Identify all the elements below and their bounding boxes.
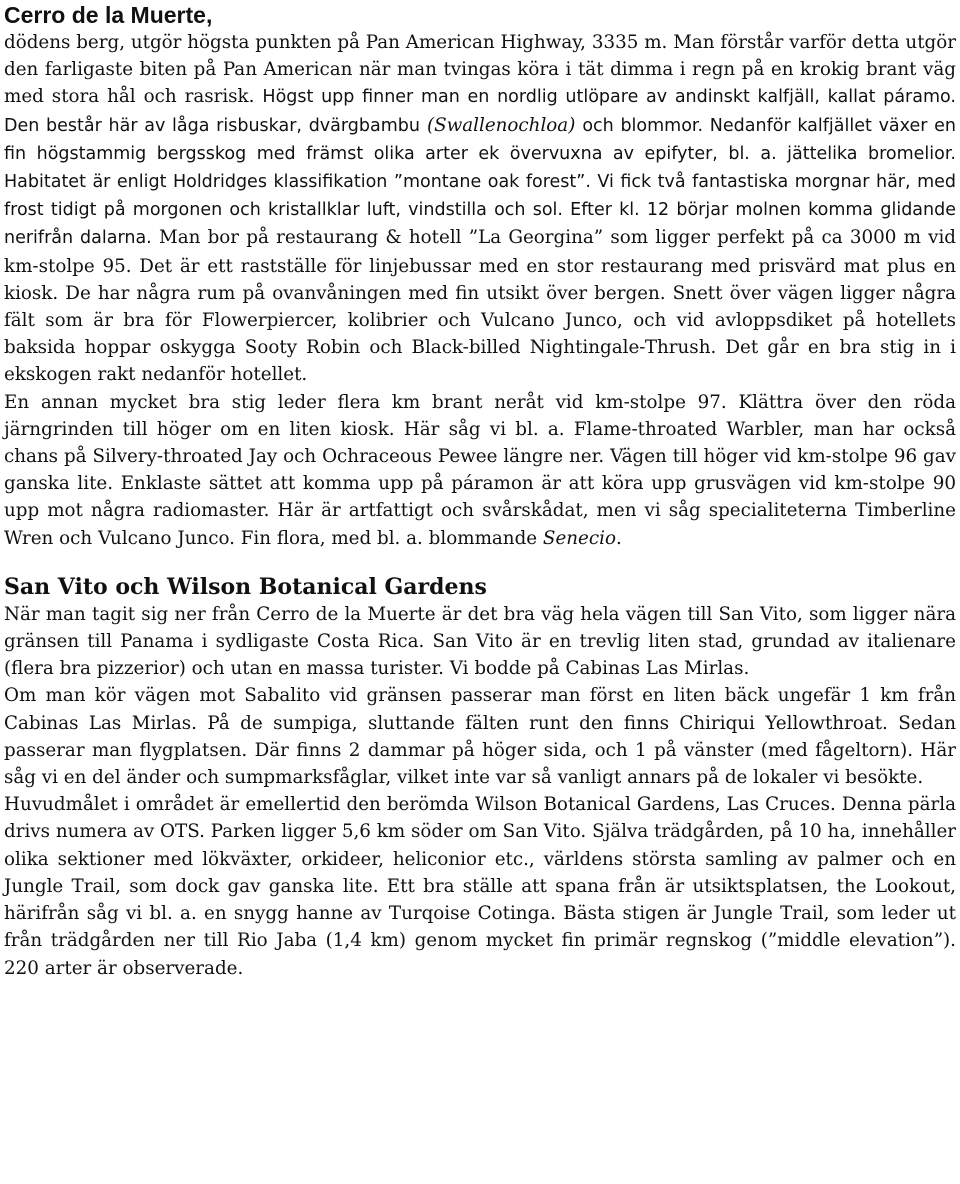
paragraph-san-vito-2: Om man kör vägen mot Sabalito vid gränsen passerar man först en liten bäck ungefär 1 km från Cabinas Las Mirlas. På de sumpiga, sluttande fälten runt den finns Chiriqui Yellowthroat. Sedan passerar man flygplatsen. Där finns 2 dammar på höger sida, och 1 på vänster (med fågeltorn). Här såg vi en del änder och sumpmarksfåglar, vilket inte var så vanligt annars på de lokaler vi besökte. bbox=[4, 685, 956, 789]
paragraph-san-vito-1: När man tagit sig ner från Cerro de la Muerte är det bra väg hela vägen till San Vito, som ligger nära gränsen till Panama i sydligaste Costa Rica. San Vito är en trevlig liten stad, grundad av italienare (flera bra pizzerior) och utan en massa turister. Vi bodde på Cabinas Las Mirlas. bbox=[4, 603, 956, 680]
text-run: En annan mycket bra stig leder flera km brant neråt vid km-stolpe 97. Klättra över den röda järngrinden till höger om en liten kiosk. Här såg vi bl. a. Flame-throated Warbler, man har också chans på Silvery-throated Jay och Ochraceous Pewee längre ner. Vägen till höger vid km-stolpe 96 gav ganska lite. Enklaste sättet att komma upp på páramon är att köra upp grusvägen vid km-stolpe 90 upp mot några radiomaster. Här är artfattigt och svårskådat, men vi såg specialiteterna Timberline Wren och Vulcano Junco. Fin flora, med bl. a. blommande bbox=[4, 391, 956, 549]
text-run: och blommor. Nedanför kalfjället växer en fin högstammig bergsskog med främst olika arter ek övervuxna av epifyter, bl. a. jättelika bromelior. Habitatet är enligt Holdridges klassifikation ”montane oak forest”. Vi fick två fantastiska morgnar här, med frost tidigt på morgonen och kristallklar luft, vindstilla och sol. Efter kl. 12 börjar molnen komma glidande nerifrån dalarna. bbox=[4, 115, 957, 249]
text-run: dödens berg, utgör högsta punkten på Pan American Highway, 3335 m. Man förstår varför detta utgör den farligaste biten på Pan American när man tvingas köra i tät dimma i regn på en krokig brant väg med stora hål och rasrisk. bbox=[4, 32, 956, 108]
paragraph-cerro bbox=[4, 29, 956, 552]
text-run: Man bor på restaurang & hotell ”La Georgina” som ligger perfekt på ca 3000 m vid km-stolpe 95. Det är ett rastställe för linjebussar med en stor restaurang med prisvärd mat plus en kiosk. De har några rum på ovanvåningen med fin utsikt över bergen. Snett över vägen ligger några fält som är bra för Flowerpiercer, kolibrier och Vulcano Junco, och vid avloppsdiket på hotellets baksida hoppar oskygga Sooty Robin och Black-billed Nightingale-Thrush. Det går en bra stig in i ekskogen rakt nedanför hotellet. bbox=[4, 227, 956, 386]
paragraph-san-vito-3: Huvudmålet i området är emellertid den berömda Wilson Botanical Gardens, Las Cruces. Denna pärla drivs numera av OTS. Parken ligger 5,6 km söder om San Vito. Själva trädgården, på 10 ha, innehåller olika sektioner med lökväxter, orkideer, heliconior etc., världens största samling av palmer och en Jungle Trail, som dock gav ganska lite. Ett bra ställe att spana från är utsiktsplatsen, the Lookout, härifrån såg vi bl. a. en snygg hanne av Turqoise Cotinga. Bästa stigen är Jungle Trail, som leder ut från trädgården ner till Rio Jaba (1,4 km) genom mycket fin primär regnskog (”middle elevation”). 220 arter är observerade. bbox=[4, 794, 956, 979]
text-run: . bbox=[615, 527, 622, 549]
section-title-san-vito: San Vito och Wilson Botanical Gardens bbox=[4, 573, 487, 600]
genus-name: Senecio bbox=[542, 527, 616, 549]
section-title-cerro: Cerro de la Muerte, bbox=[4, 2, 213, 28]
taxon-name: (Swallenochloa) bbox=[426, 114, 576, 136]
text-run: Högst upp finner man en nordlig utlöpare av andinskt kalfjäll, kallat páramo. Den består här av låga risbuskar, dvärgbambu bbox=[4, 87, 956, 136]
document-page bbox=[4, 0, 956, 982]
